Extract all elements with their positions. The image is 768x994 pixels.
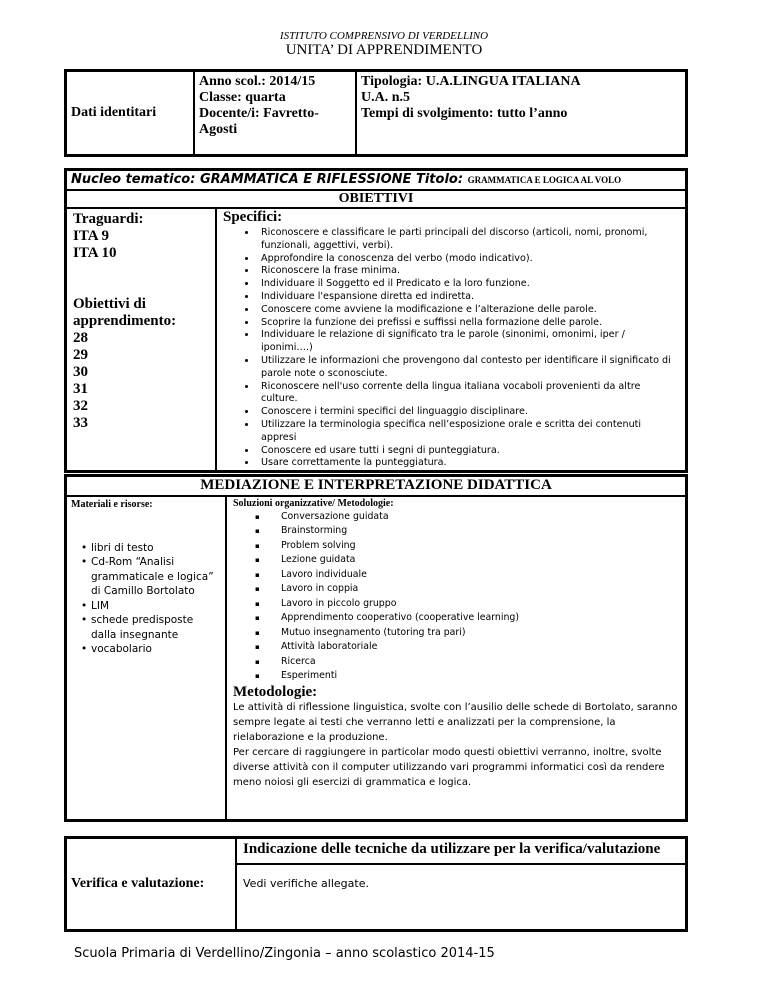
solution-item: ▪ Apprendimento cooperativo (cooperative learning) (255, 611, 679, 626)
learning-item: 31 (73, 381, 88, 397)
specific-item: • Individuare le relazione di significato tra le parole (sinonimi, omonimi, iper / iponimi….) (257, 329, 679, 355)
unit-details (356, 71, 686, 155)
solutions-label: Soluzioni organizzative/ Metodologie: (233, 497, 394, 509)
material-item: • libri di testo (81, 541, 221, 556)
school-year: Anno scol.: 2014/15 (199, 74, 316, 89)
specific-column (216, 208, 686, 471)
class: Classe: quarta (199, 90, 286, 105)
objectives-heading: OBIETTIVI (66, 190, 686, 208)
material-item: • Cd-Rom “Analisi grammaticale e logica” di Camillo Bortolato (81, 555, 221, 599)
institute-name: ISTITUTO COMPRENSIVO DI VERDELLINO (279, 30, 489, 42)
specific-item: • Conoscere come avviene la modificazione e l’alterazione delle parole. (257, 304, 679, 317)
solution-item: ▪ Problem solving (255, 539, 679, 554)
verification-table (64, 836, 688, 932)
traguardo-item: ITA 9 (73, 228, 109, 244)
solution-item: ▪ Ricerca (255, 655, 679, 670)
methods-paragraph: Per cercare di raggiungere in particolar modo questi obiettivi verranno, inoltre, svolte diverse attività con il computer utilizzando vari programmi informatici così da rendere meno noiosi gli esercizi di grammatica e logica. (233, 746, 665, 788)
learning-item: 32 (73, 398, 88, 414)
verification-heading: Indicazione delle tecniche da utilizzare per la verifica/valutazione (236, 838, 686, 864)
learning-item: 30 (73, 364, 88, 380)
verification-value: Vedi verifiche allegate. (236, 864, 686, 930)
nucleo-value: GRAMMATICA E RIFLESSIONE (199, 172, 412, 187)
solution-item: ▪ Conversazione guidata (255, 510, 679, 525)
title-label: Titolo: (415, 172, 464, 187)
specific-item: • Conoscere ed usare tutti i segni di punteggiatura. (257, 445, 679, 458)
learning-item: 29 (73, 347, 88, 363)
learning-label: Obiettivi di apprendimento: (73, 296, 177, 329)
solution-item: ▪ Brainstorming (255, 524, 679, 539)
identity-table (64, 69, 688, 157)
specific-item: • Riconoscere nell'uso corrente della lingua italiana vocaboli provenienti da altre culture. (257, 381, 679, 407)
mediation-heading: MEDIAZIONE E INTERPRETAZIONE DIDATTICA (66, 476, 686, 496)
goals-column (66, 208, 216, 471)
material-item: • schede predisposte dalla insegnante (81, 613, 221, 642)
material-item: • LIM (81, 599, 221, 614)
specific-item: • Individuare il Soggetto ed il Predicato e la loro funzione. (257, 278, 679, 291)
mediation-table (64, 474, 688, 822)
materials-list (71, 541, 221, 657)
solution-item: ▪ Lavoro in piccolo gruppo (255, 597, 679, 612)
nucleo-row (66, 170, 686, 190)
specific-item: • Utilizzare le informazioni che provengono dal contesto per identificare il significato di parole note o sconosciute. (257, 355, 679, 381)
specific-label: Specifici: (223, 209, 283, 225)
materials-column (66, 496, 226, 820)
specific-item: • Scoprire la funzione dei prefissi e suffissi nella formazione delle parole. (257, 317, 679, 330)
material-item: • vocabolario (81, 642, 221, 657)
specific-item: • Riconoscere la frase minima. (257, 265, 679, 278)
methods-label: Metodologie: (233, 683, 318, 700)
traguardo-item: ITA 10 (73, 245, 117, 261)
traguardi-label: Traguardi: (73, 211, 144, 227)
page-footer: Scuola Primaria di Verdellino/Zingonia – anno scolastico 2014-15 (74, 946, 495, 961)
specific-item: • Individuare l'espansione diretta ed indiretta. (257, 291, 679, 304)
methods-paragraph: Le attività di riflessione linguistica, svolte con l’ausilio delle schede di Bortolato, saranno sempre legate ai testi che verranno letti e analizzati per la comprensione, la rielaborazione e la produzione. (233, 701, 678, 743)
title-value: GRAMMATICA E LOGICA AL VOLO (467, 175, 622, 185)
materials-label: Materiali e risorse: (71, 498, 153, 510)
solution-item: ▪ Esperimenti (255, 669, 679, 684)
specific-item: • Riconoscere e classificare le parti principali del discorso (articoli, nomi, pronomi, funzionali, aggettivi, verbi). (257, 227, 679, 253)
identity-details (194, 71, 356, 155)
specific-item: • Utilizzare la terminologia specifica nell’esposizione orale e scritta dei contenuti appresi (257, 419, 679, 445)
solution-item: ▪ Mutuo insegnamento (tutoring tra pari) (255, 626, 679, 641)
unit-type: Tipologia: U.A.LINGUA ITALIANA (361, 74, 581, 89)
learning-item: 33 (73, 415, 88, 431)
teachers: Docente/i: Favretto-Agosti (199, 106, 319, 137)
document-title: UNITA’ DI APPRENDIMENTO (285, 42, 483, 58)
solution-item: ▪ Lezione guidata (255, 553, 679, 568)
identity-label: Dati identitari (66, 71, 194, 155)
solution-item: ▪ Lavoro in coppia (255, 582, 679, 597)
learning-item: 28 (73, 330, 88, 346)
nucleo-label: Nucleo tematico: (71, 172, 196, 187)
solution-item: ▪ Attività laboratoriale (255, 640, 679, 655)
solutions-list (233, 510, 679, 684)
solution-item: ▪ Lavoro individuale (255, 568, 679, 583)
specific-item: • Approfondire la conoscenza del verbo (modo indicativo). (257, 253, 679, 266)
unit-number: U.A. n.5 (361, 90, 411, 105)
verification-label: Verifica e valutazione: (66, 838, 236, 930)
solutions-column (226, 496, 686, 820)
objectives-table (64, 168, 688, 473)
specific-item: • Conoscere i termini specifici del linguaggio disciplinare. (257, 406, 679, 419)
specific-item: • Usare correttamente la punteggiatura. (257, 457, 679, 470)
unit-time: Tempi di svolgimento: tutto l’anno (361, 106, 568, 121)
specific-list (223, 227, 679, 470)
